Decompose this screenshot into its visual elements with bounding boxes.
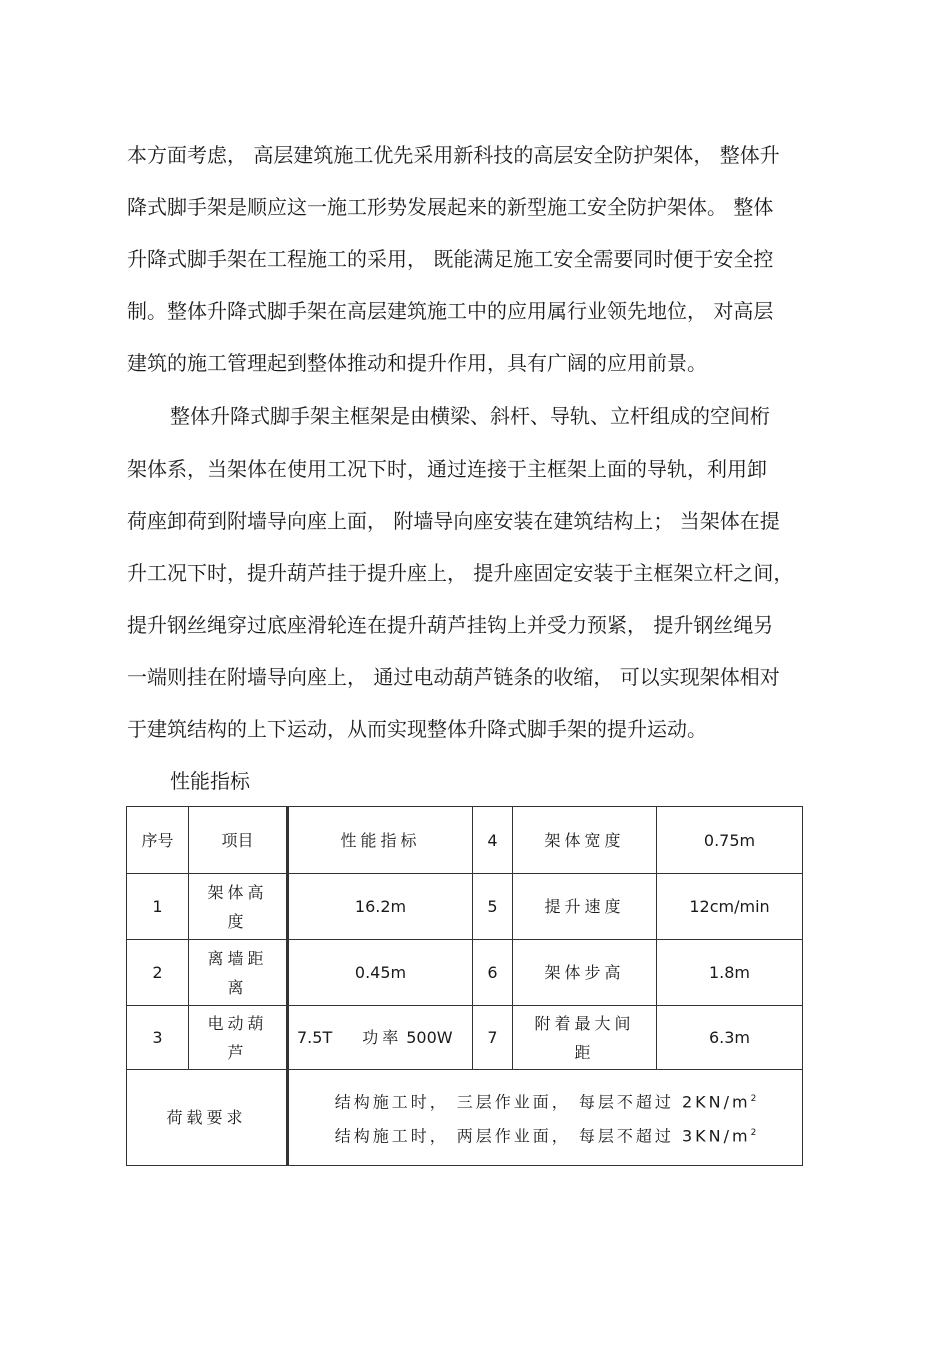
cell-seq: 7	[473, 1006, 513, 1070]
cell-seq: 3	[127, 1006, 189, 1070]
cell-value-load: 7.5T	[297, 1028, 333, 1047]
cell-item: 架体高度	[189, 874, 287, 940]
cell-item: 架体步高	[513, 940, 657, 1006]
cell-value-power-label: 功率	[362, 1028, 403, 1047]
header-seq: 序号	[127, 807, 189, 874]
text-line: 荷座卸荷到附墙导向座上面， 附墙导向座安装在建筑结构上； 当架体在提	[127, 509, 780, 533]
text-line: 建筑的施工管理起到整体推动和提升作用，具有广阔的应用前景。	[127, 351, 707, 375]
cell-value: 1.8m	[657, 940, 802, 1006]
load-line-1: 结构施工时， 三层作业面， 每层不超过 $2KN/m^2$	[334, 1092, 757, 1112]
header-indicator: 性能指标	[287, 807, 473, 874]
cell-item: 附着最大间距	[513, 1006, 657, 1070]
cell-value-power: 500W	[406, 1028, 453, 1047]
cell-value: 6.3m	[657, 1006, 802, 1070]
cell-value: 0.75m	[657, 807, 802, 874]
load-line-2: 结构施工时， 两层作业面， 每层不超过 $3KN/m^2$	[334, 1125, 757, 1145]
text-line: 于建筑结构的上下运动，从而实现整体升降式脚手架的提升运动。	[127, 717, 707, 741]
text-line: 降式脚手架是顺应这一施工形势发展起来的新型施工安全防护架体。 整体	[127, 195, 774, 219]
load-label: 荷载要求	[127, 1070, 287, 1165]
text-line: 本方面考虑， 高层建筑施工优先采用新科技的高层安全防护架体， 整体升	[127, 143, 780, 167]
cell-value: 0.45m	[287, 940, 473, 1006]
text-line: 制。整体升降式脚手架在高层建筑施工中的应用属行业领先地位， 对高层	[127, 299, 774, 323]
cell-seq: 6	[473, 940, 513, 1006]
cell-seq: 1	[127, 874, 189, 940]
text-line: 架体系，当架体在使用工况下时，通过连接于主框架上面的导轨，利用卸	[127, 457, 767, 481]
cell-item: 架体宽度	[513, 807, 657, 874]
cell-item: 离墙距离	[189, 940, 287, 1006]
cell-seq: 4	[473, 807, 513, 874]
section-heading: 性能指标	[170, 769, 250, 793]
cell-item: 提升速度	[513, 874, 657, 940]
text-line: 一端则挂在附墙导向座上， 通过电动葫芦链条的收缩， 可以实现架体相对	[127, 665, 780, 689]
cell-value: 16.2m	[287, 874, 473, 940]
header-item: 项目	[189, 807, 287, 874]
text-line: 提升钢丝绳穿过底座滑轮连在提升葫芦挂钩上并受力预紧， 提升钢丝绳另	[127, 613, 774, 637]
performance-table	[126, 806, 803, 1166]
cell-seq: 2	[127, 940, 189, 1006]
load-requirements	[287, 1070, 802, 1165]
text-line: 升降式脚手架在工程施工的采用， 既能满足施工安全需要同时便于安全控	[127, 247, 774, 271]
cell-value: 12cm/min	[657, 874, 802, 940]
cell-value	[287, 1006, 473, 1070]
text-line: 整体升降式脚手架主框架是由横梁、斜杆、导轨、立杆组成的空间桁	[170, 404, 770, 428]
text-line: 升工况下时，提升葫芦挂于提升座上， 提升座固定安装于主框架立杆之间，	[127, 561, 794, 585]
cell-seq: 5	[473, 874, 513, 940]
cell-item: 电动葫芦	[189, 1006, 287, 1070]
